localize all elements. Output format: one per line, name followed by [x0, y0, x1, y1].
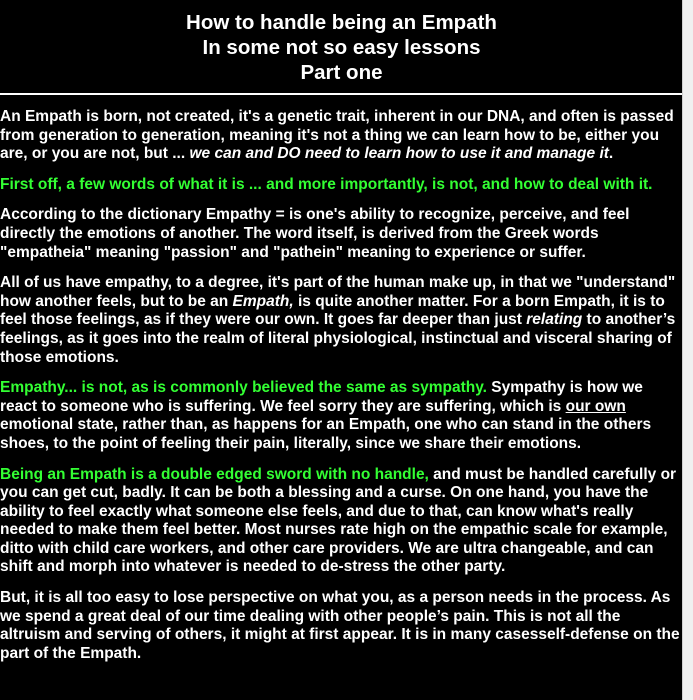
- p1-end: .: [608, 145, 614, 163]
- p6-a: and must be handled carefully or you can get cut, badly. It can be both a blessing and a curse. On one hand, you have the ability to feel exactly what someone else feels, and due to that, can know what's really needed to make them feel better. Most nurses rate high on the empathic scale for example, ditto with child care workers, and other care providers. We are ultra changeable, and can shift and morph into whatever is needed to de-stress the other party.: [0, 465, 677, 576]
- paragraph-3: According to the dictionary Empathy = is one's ability to recognize, perceive, and feel directly the emotions of another. The word itself, is derived from the Greek words "empatheia" meaning "passion" and "pathein" meaning to experience or suffer.: [0, 206, 630, 261]
- p4-relating-emphasis: relating: [526, 311, 583, 329]
- paragraph-7: But, it is all too easy to lose perspective on what you, as a person needs in the process. As we spend a great deal of our time dealing with other people’s pain. This is not all the altruism and serving of others, it might at first appear. It is in many casesself-defense on the part of the Empath.: [0, 589, 680, 662]
- paragraph-2: First off, a few words of what it is ... and more importantly, is not, and how to deal with it.: [0, 175, 653, 193]
- article-body: [0, 108, 683, 663]
- p1-emphasis: we can and DO need to learn how to use it and manage it: [189, 145, 609, 163]
- paragraph-4: [0, 274, 681, 367]
- p4-c: is quite another matter. For a born Empath, it is to feel those feelings, as if they were our own. It goes far deeper than just: [0, 292, 665, 329]
- p1-text: An Empath is born, not created, it's a genetic trait, inherent in our DNA, and often is passed from generation to generation, meaning it's not a thing we can learn how to be, either you are, or you are not, but ...: [0, 108, 674, 163]
- p5-b: emotional state, rather than, as happens for an Empath, one who can stand in the others shoes, to the point of feeling their pain, literally, since we share their emotions.: [0, 416, 652, 452]
- title-line-3: Part one: [300, 61, 383, 84]
- paragraph-5: [0, 379, 681, 453]
- page-title: [0, 0, 683, 85]
- title-divider: [0, 93, 683, 95]
- title-line-2: In some not so easy lessons: [202, 36, 481, 59]
- title-line-1: How to handle being an Empath: [186, 11, 497, 34]
- p4-e: to another’s feelings, as it goes into the realm of literal physiological, instinctual and visceral sharing of those emotions.: [0, 311, 676, 366]
- p5-highlight: Empathy... is not, as is commonly believed the same as sympathy.: [0, 379, 487, 397]
- p5-underlined: our own: [565, 397, 626, 415]
- paragraph-6: [0, 466, 681, 578]
- p4-empath-emphasis: Empath,: [232, 292, 294, 310]
- vertical-scrollbar[interactable]: [682, 0, 693, 700]
- paragraph-1: [0, 108, 681, 164]
- p6-highlight: Being an Empath is a double edged sword with no handle,: [0, 465, 429, 483]
- p5-a: Sympathy is how we react to someone who is suffering. We feel sorry they are suffering, which is: [0, 379, 643, 415]
- p4-a: All of us have empathy, to a degree, it's part of the human make up, in that we "understand" how another feels, but to be an: [0, 274, 676, 310]
